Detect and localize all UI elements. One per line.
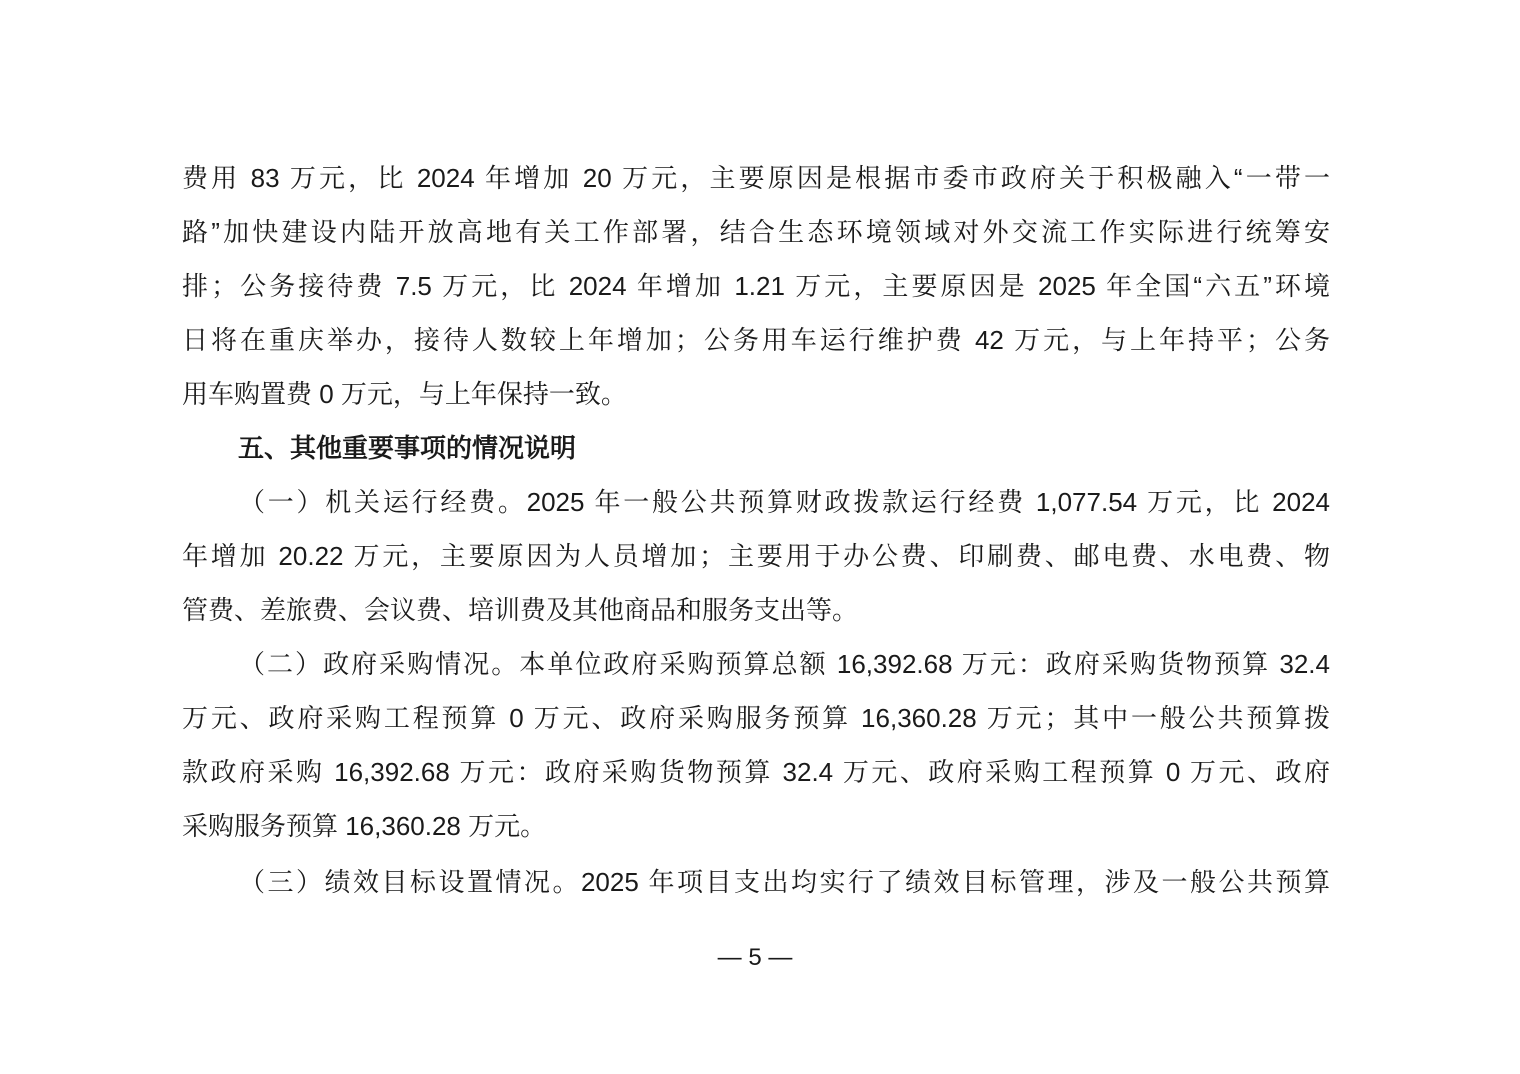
text-line: 采购服务预算 16,360.28 万元。 xyxy=(182,811,547,841)
text-line: 费用 83 万元，比 2024 年增加 20 万元，主要原因是根据市委市政府关于积极融入“一带一 xyxy=(182,163,1330,193)
paragraph-procurement xyxy=(182,637,1330,853)
text-line: 年增加 20.22 万元，主要原因为人员增加；主要用于办公费、印刷费、邮电费、水电费、物 xyxy=(182,541,1330,571)
text-line: （二）政府采购情况。本单位政府采购预算总额 16,392.68 万元：政府采购货物预算 32.4 xyxy=(239,649,1330,679)
text-line: 排；公务接待费 7.5 万元，比 2024 年增加 1.21 万元，主要原因是 2025 年全国“六五”环境 xyxy=(182,271,1330,301)
page-number: — 5 — xyxy=(717,944,793,971)
paragraph-public-expenses xyxy=(182,151,1330,421)
text-line: 用车购置费 0 万元，与上年保持一致。 xyxy=(182,379,627,409)
body-text xyxy=(182,151,1330,909)
text-line: 管费、差旅费、会议费、培训费及其他商品和服务支出等。 xyxy=(182,595,859,625)
text-line: （三）绩效目标设置情况。2025 年项目支出均实行了绩效目标管理，涉及一般公共预算 xyxy=(239,867,1330,897)
paragraph-operating-expenses xyxy=(182,475,1330,637)
text-line: 款政府采购 16,392.68 万元：政府采购货物预算 32.4 万元、政府采购工程预算 0 万元、政府 xyxy=(182,757,1330,787)
text-line: （一）机关运行经费。2025 年一般公共预算财政拨款运行经费 1,077.54 万元，比 2024 xyxy=(239,487,1330,517)
text-line: 万元、政府采购工程预算 0 万元、政府采购服务预算 16,360.28 万元；其中一般公共预算拨 xyxy=(182,703,1330,733)
paragraph-performance-targets xyxy=(182,855,1330,909)
text-line: 路”加快建设内陆开放高地有关工作部署，结合生态环境领域对外交流工作实际进行统筹安 xyxy=(182,217,1330,247)
section-heading: 五、其他重要事项的情况说明 xyxy=(238,433,577,463)
text-line: 日将在重庆举办，接待人数较上年增加；公务用车运行维护费 42 万元，与上年持平；公务 xyxy=(182,325,1330,355)
